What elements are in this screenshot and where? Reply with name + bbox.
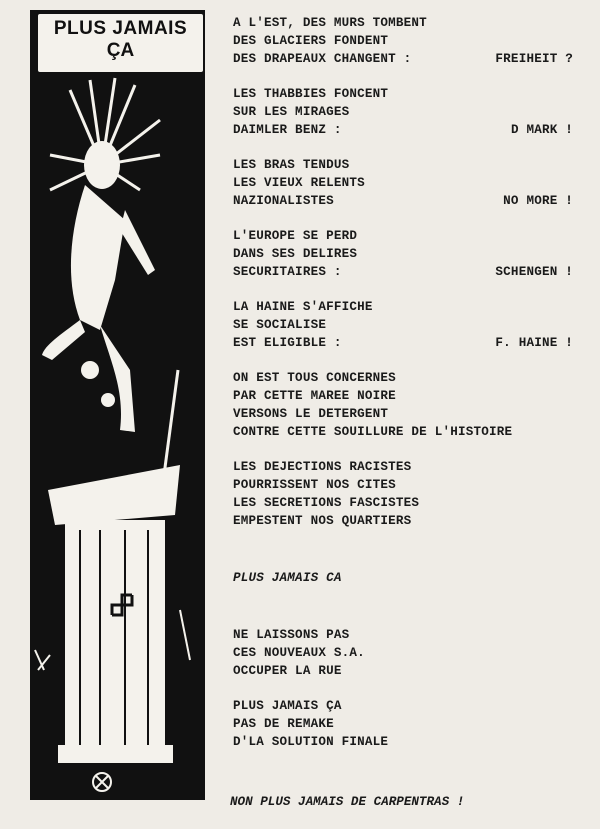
poem-line: SUR LES MIRAGES <box>233 105 350 119</box>
poem-line: L'EUROPE SE PERD <box>233 229 358 243</box>
poem-line: LES SECRETIONS FASCISTES <box>233 496 420 510</box>
poem-line: DES GLACIERS FONDENT <box>233 34 389 48</box>
poem-line: DES DRAPEAUX CHANGENT : FREIHEIT ? <box>233 52 573 66</box>
poem-line: VERSONS LE DETERGENT <box>233 407 389 421</box>
refrain-line: PLUS JAMAIS CA <box>233 571 342 585</box>
poem-text <box>233 14 573 768</box>
banner-title-line1: PLUS JAMAIS <box>53 18 188 39</box>
poem-line: D'LA SOLUTION FINALE <box>233 735 389 749</box>
poem-line: NE LAISSONS PAS <box>233 628 350 642</box>
poem-line: OCCUPER LA RUE <box>233 664 342 678</box>
banner-title-line2: ÇA <box>106 40 135 61</box>
stanza-2 <box>233 85 573 139</box>
poem-line: A L'EST, DES MURS TOMBENT <box>233 16 427 30</box>
protest-illustration <box>30 70 205 800</box>
refrain <box>233 569 573 587</box>
stanza-5 <box>233 298 573 352</box>
poem-line: NAZIONALISTES NO MORE ! <box>233 194 573 208</box>
stanza-1 <box>233 14 573 68</box>
stanza-4 <box>233 227 573 281</box>
stanza-punchline: F. HAINE ! <box>495 336 573 350</box>
column-podium-icon <box>48 465 180 763</box>
closing-line: NON PLUS JAMAIS DE CARPENTRAS ! <box>230 795 465 809</box>
stanza-punchline: FREIHEIT ? <box>495 52 573 66</box>
stanza-6 <box>233 369 573 441</box>
poem-line: PLUS JAMAIS ÇA <box>233 699 342 713</box>
poem-line: CONTRE CETTE SOUILLURE DE L'HISTOIRE <box>233 425 513 439</box>
poem-line: EMPESTENT NOS QUARTIERS <box>233 514 412 528</box>
stanza-punchline: NO MORE ! <box>503 194 573 208</box>
poem-line: LES THABBIES FONCENT <box>233 87 389 101</box>
title-banner <box>36 12 205 74</box>
poem-line: LES DEJECTIONS RACISTES <box>233 460 412 474</box>
stanza-7 <box>233 458 573 530</box>
poem-line: SECURITAIRES : SCHENGEN ! <box>233 265 573 279</box>
poem-line: LES BRAS TENDUS <box>233 158 350 172</box>
poem-line: DAIMLER BENZ : D MARK ! <box>233 123 573 137</box>
poem-line: CES NOUVEAUX S.A. <box>233 646 365 660</box>
poem-line: PAS DE REMAKE <box>233 717 334 731</box>
poem-line: EST ELIGIBLE : F. HAINE ! <box>233 336 573 350</box>
poem-line: PAR CETTE MAREE NOIRE <box>233 389 396 403</box>
stanza-9 <box>233 697 573 751</box>
poem-line: LES VIEUX RELENTS <box>233 176 365 190</box>
stanza-3 <box>233 156 573 210</box>
stanza-punchline: SCHENGEN ! <box>495 265 573 279</box>
stanza-8 <box>233 626 573 680</box>
poem-line: DANS SES DELIRES <box>233 247 358 261</box>
poem-line: POURRISSENT NOS CITES <box>233 478 396 492</box>
poem-line: ON EST TOUS CONCERNES <box>233 371 396 385</box>
poem-line: SE SOCIALISE <box>233 318 327 332</box>
stanza-punchline: D MARK ! <box>510 123 573 137</box>
poem-line: LA HAINE S'AFFICHE <box>233 300 373 314</box>
